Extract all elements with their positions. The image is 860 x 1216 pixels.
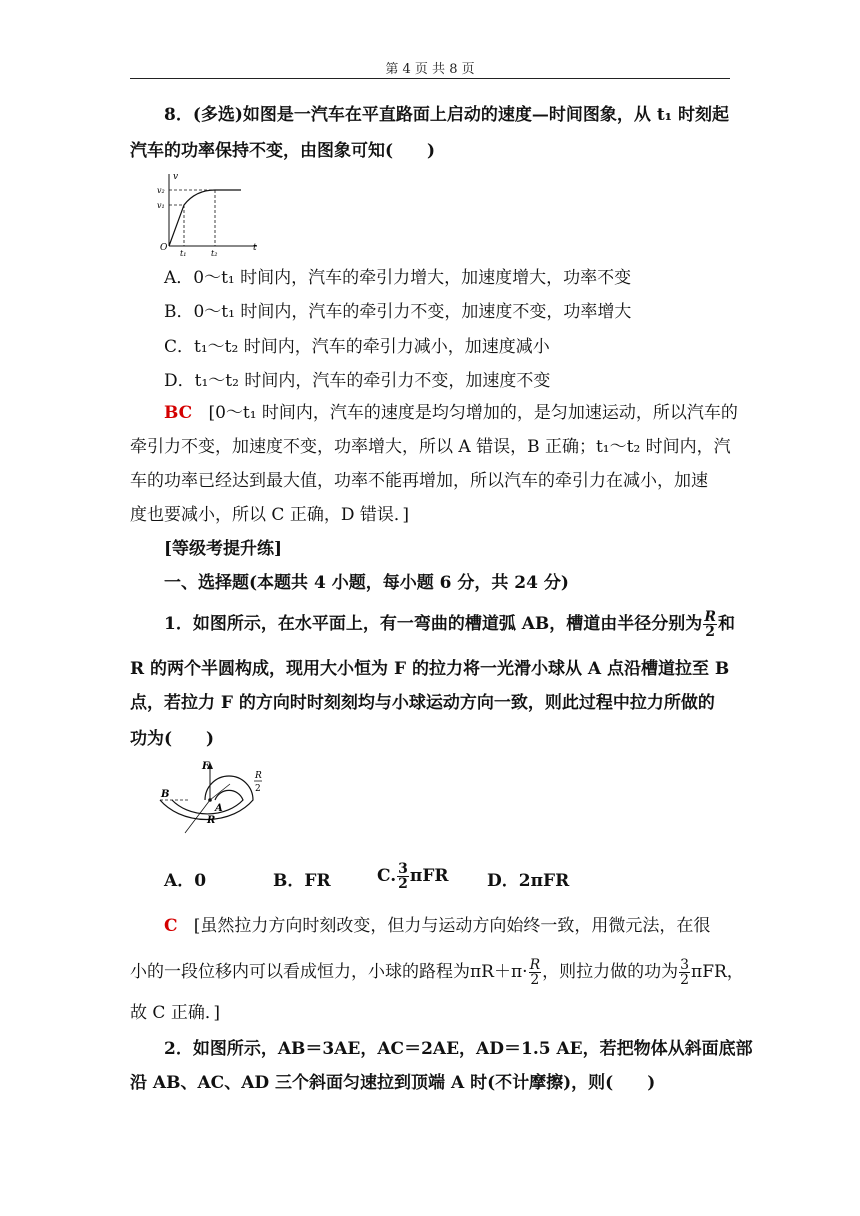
q1-stem-line1 [164, 610, 735, 639]
fraction-numerator: R [529, 957, 541, 973]
q8-option-c: C．t₁～t₂ 时间内，汽车的牵引力减小，加速度减小 [164, 337, 550, 357]
q1-option-b: B．FR [273, 871, 331, 891]
q1-option-d: D．2πFR [487, 871, 570, 891]
t1-label: t₁ [180, 249, 187, 256]
q1-option-a: A．0 [164, 871, 207, 891]
q1-work-fraction [679, 958, 690, 987]
fraction-numerator: 3 [398, 861, 408, 877]
q1-stem-line3: 点，若拉力 F 的方向时时刻刻均与小球运动方向一致，则此过程中拉力所做的 [130, 693, 715, 713]
header-rule [130, 78, 730, 79]
page-indicator: 第 4 页 共 8 页 [385, 62, 475, 77]
velocity-curve [169, 190, 241, 246]
q8-option-a: A．0～t₁ 时间内，汽车的牵引力增大，加速度增大，功率不变 [164, 268, 632, 288]
q1-path-fraction [529, 958, 542, 987]
q8-explanation-3: 车的功率已经达到最大值，功率不能再增加，所以汽车的牵引力在减小，加速 [130, 471, 708, 491]
fraction-denominator: 2 [680, 972, 690, 988]
q1-answer-line1 [164, 915, 710, 937]
point-a-label: A [215, 803, 223, 814]
q1-explanation-2b: ，则拉力做的功为 [542, 962, 679, 982]
v1-label: v₁ [157, 201, 165, 210]
t-label: t [253, 243, 257, 253]
velocity-time-graph [155, 168, 265, 256]
q8-stem-line1: 8．(多选)如图是一汽车在平直路面上启动的速度—时间图象，从 t₁ 时刻起 [164, 105, 730, 125]
point-b-label: B [161, 789, 170, 800]
origin-label: O [160, 243, 168, 253]
small-radius-line [210, 784, 230, 800]
q2-stem-line2: 沿 AB、AC、AD 三个斜面匀速拉到顶端 A 时(不计摩擦)，则( ) [130, 1073, 656, 1093]
v2-label: v₂ [157, 186, 165, 195]
fraction-numerator: R [704, 609, 716, 625]
q1-explanation-2a: 小的一段位移内可以看成恒力，小球的路程为πR＋π· [130, 962, 528, 982]
q1-stem-line2: R 的两个半圆构成，现用大小恒为 F 的拉力将一光滑小球从 A 点沿槽道拉至 B [130, 659, 730, 679]
q1-stem-line4: 功为( ) [130, 729, 215, 749]
q8-option-d: D．t₁～t₂ 时间内，汽车的牵引力不变，加速度不变 [164, 371, 551, 391]
q1-option-c [377, 862, 449, 891]
fraction-denominator: 2 [705, 624, 715, 640]
small-radius-num: R [255, 771, 262, 781]
option-c-tail: πFR [409, 866, 449, 886]
point-a-dot [208, 798, 212, 802]
groove-outer-wall [160, 776, 253, 819]
v-label: v [173, 172, 179, 182]
fraction-denominator: 2 [530, 972, 540, 988]
large-radius-label: R [207, 815, 216, 826]
q8-answer-line1 [164, 402, 738, 424]
fraction-numerator: 3 [680, 957, 690, 973]
q8-answer-label: BC [164, 403, 193, 423]
option-c-fraction [397, 862, 409, 891]
q1-radius-fraction [703, 610, 717, 639]
force-label: F [202, 761, 210, 772]
q8-stem-line2: 汽车的功率保持不变，由图象可知( ) [130, 141, 436, 161]
q1-answer-label: C [164, 916, 178, 936]
t2-label: t₂ [211, 249, 218, 256]
section-title: [等级考提升练] [164, 539, 283, 559]
q1-stem-text: 1．如图所示，在水平面上，有一弯曲的槽道弧 AB，槽道由半径分别为 [164, 614, 703, 634]
q1-explanation-3: 故 C 正确．] [130, 1003, 220, 1023]
option-c-letter: C. [377, 866, 397, 886]
q8-explanation-2: 牵引力不变，加速度不变，功率增大，所以 A 错误，B 正确；t₁～t₂ 时间内，汽 [130, 437, 731, 457]
q1-explanation-2c: πFR， [691, 962, 744, 982]
groove-inner-wall [172, 790, 243, 814]
q1-explanation-1: [虽然拉力方向时刻改变，但力与运动方向始终一致，用微元法，在很 [193, 916, 711, 936]
q8-option-b: B．0～t₁ 时间内，汽车的牵引力不变，加速度不变，功率增大 [164, 302, 632, 322]
q8-explanation-4: 度也要减小，所以 C 正确，D 错误．] [130, 505, 409, 525]
fraction-denominator: 2 [398, 876, 408, 892]
q8-explanation-1: [0～t₁ 时间内，汽车的速度是均匀增加的，是匀加速运动，所以汽车的 [208, 403, 738, 423]
curved-groove-figure [155, 756, 275, 852]
small-radius-den: 2 [255, 784, 261, 794]
q1-stem-tail: 和 [717, 614, 735, 634]
q1-answer-line2 [130, 958, 744, 987]
q2-stem-line1: 2．如图所示，AB＝3AE，AC＝2AE，AD＝1.5 AE，若把物体从斜面底部 [164, 1039, 753, 1059]
section-part: 一、选择题(本题共 4 小题，每小题 6 分，共 24 分) [164, 573, 569, 593]
